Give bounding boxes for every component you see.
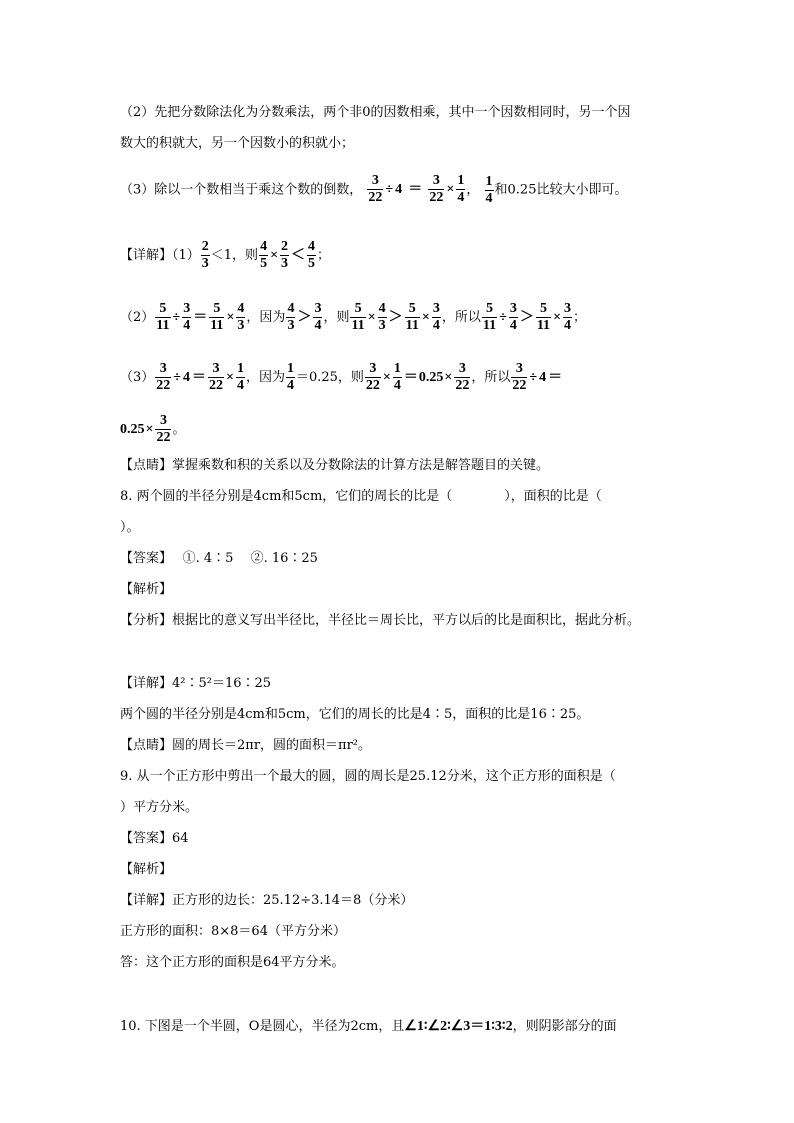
fraction-2-3: $\frac{2}{3}$ (201, 239, 209, 271)
fraction-5-11: $\frac{5}{11}$ (405, 301, 419, 333)
detail-label: 【详解】（1） (120, 248, 200, 263)
fraction-3-22: $\frac{3}{22}$ (429, 173, 444, 205)
question-8-analysis: 【解析】 (120, 582, 173, 597)
fraction-4-5: $\frac{4}{5}$ (260, 239, 268, 271)
fraction-2-3: $\frac{2}{3}$ (281, 239, 289, 271)
question-8-line-1: 8. 两个圆的半径分别是4cm和5cm，它们的周长的比是（ ），面积的比是（ (120, 489, 602, 504)
question-8-analyze: 【分析】根据比的意义写出半径比，半径比＝周长比，平方以后的比是面积比，据此分析。 (120, 613, 641, 628)
fraction-3-4: $\frac{3}{4}$ (564, 301, 572, 333)
fraction-5-11: $\frac{5}{11}$ (210, 301, 224, 333)
question-8-line-2: ）。 (120, 520, 140, 535)
detail-line-2: （2） $\frac{5}{11}$ ÷ $\frac{3}{4}$ ＝ $\frac{5}{11}$ × $\frac{4}{3}$ ，因为 $\frac{4}{3}$ ＞ $\frac{3}{4}$ ，则 $\frac{5}{11}$ × $\frac{4}{3}$ ＞ $\frac{5}{11}$ × $\frac{3}{4}$ ，所以 $\frac{5}{11}$ ÷ $\frac{3}{4}$ ＞ $\frac{5}{11}$ × $\frac{3}{4}$ ； (120, 301, 587, 333)
question-9-reply: 答：这个正方形的面积是64平方分米。 (120, 955, 345, 970)
detail-line-3b: 0.25× $\frac{3}{22}$ 。 (120, 413, 186, 445)
fraction-3-22: $\frac{3}{22}$ (156, 413, 171, 445)
question-9-detail: 【详解】正方形的边长：25.12÷3.14＝8（分米） (120, 893, 414, 908)
question-8-point: 【点睛】圆的周长＝2πr，圆的面积＝πr²。 (120, 738, 371, 753)
fraction-5-11: $\frac{5}{11}$ (156, 301, 170, 333)
question-8-detail: 【详解】4²∶5²＝16∶25 (120, 676, 272, 691)
fraction-3-22: $\frac{3}{22}$ (208, 361, 223, 393)
fraction-3-4: $\frac{3}{4}$ (183, 301, 191, 333)
question-9-analysis: 【解析】 (120, 862, 173, 877)
fraction-4-5: $\frac{4}{5}$ (308, 239, 316, 271)
fraction-1-4: $\frac{1}{4}$ (393, 361, 401, 393)
detail-line-3: （3） $\frac{3}{22}$ ÷ 4 ＝ $\frac{3}{22}$ × $\frac{1}{4}$ ，因为 $\frac{1}{4}$ ＝0.25，则 $\frac{3}{22}$ × $\frac{1}{4}$ ＝0.25× $\frac{3}{22}$ ，所以 $\frac{3}{22}$ ÷ 4 ＝ (120, 361, 563, 393)
question-9-answer: 【答案】64 (120, 831, 189, 846)
fraction-1-4: $\frac{1}{4}$ (286, 361, 294, 393)
detail-line-1: 【详解】（1） $\frac{2}{3}$ ＜1，则 $\frac{4}{5}$ × $\frac{2}{3}$ ＜ $\frac{4}{5}$ ； (120, 239, 331, 271)
fraction-5-11: $\frac{5}{11}$ (351, 301, 365, 333)
point-line-7: 【点睛】掌握乘数和积的关系以及分数除法的计算方法是解答题目的关键。 (120, 458, 550, 473)
fraction-3-4: $\frac{3}{4}$ (314, 301, 322, 333)
analysis-line-2a: （2）先把分数除法化为分数乘法，两个非0的因数相乘，其中一个因数相同时，另一个因 (120, 105, 631, 120)
question-10-line-1: 10. 下图是一个半圆，O是圆心，半径为2cm，且∠1∶∠2∶∠3＝1∶3∶2，则阴影部分的面 (120, 1019, 617, 1034)
fraction-3-4: $\frac{3}{4}$ (509, 301, 517, 333)
fraction-4-3: $\frac{4}{3}$ (287, 301, 295, 333)
analysis-line-3: （3）除以一个数相当于乘这个数的倒数， $\frac{3}{22}$ ÷ 4 ＝ $\frac{3}{22}$ × $\frac{1}{4}$ ， $\frac{1}{4}$ 和0.25比较大小即可。 (120, 171, 627, 210)
fraction-4-3: $\frac{4}{3}$ (378, 301, 386, 333)
fraction-3-4: $\frac{3}{4}$ (432, 301, 440, 333)
fraction-3-22: $\frac{3}{22}$ (368, 173, 383, 205)
question-9-area: 正方形的面积：8×8＝64（平方分米） (120, 924, 346, 939)
fraction-1-4: $\frac{1}{4}$ (457, 173, 465, 205)
angle-ratio: ∠1∶∠2∶∠3＝1∶3∶2 (404, 1019, 513, 1034)
analysis-line-2b: 数大的积就大，另一个因数小的积就小； (120, 136, 355, 151)
fraction-5-11: $\frac{5}{11}$ (482, 301, 497, 333)
fraction-4-3: $\frac{4}{3}$ (237, 301, 245, 333)
expr-3-22-div-4: $\frac{3}{22}$ ÷ 4 ＝ $\frac{3}{22}$ × $\frac{1}{4}$ (368, 173, 465, 205)
question-9-line-2: ）平方分米。 (120, 800, 199, 815)
fraction-5-11: $\frac{5}{11}$ (536, 301, 551, 333)
fraction-1-4: $\frac{1}{4}$ (236, 361, 244, 393)
fraction-3-22: $\frac{3}{22}$ (365, 361, 380, 393)
fraction-3-22: $\frac{3}{22}$ (512, 361, 527, 393)
fraction-3-22: $\frac{3}{22}$ (156, 361, 171, 393)
fraction-3-22: $\frac{3}{22}$ (455, 361, 470, 393)
analysis-line-3-prefix: （3）除以一个数相当于乘这个数的倒数， (120, 182, 363, 198)
question-9-line-1: 9. 从一个正方形中剪出一个最大的圆，圆的周长是25.12分米，这个正方形的面积是（ (120, 769, 616, 784)
question-8-detail-2: 两个圆的半径分别是4cm和5cm，它们的周长的比是4∶5，面积的比是16∶25。 (120, 707, 590, 722)
question-8-answer: 【答案】 ①. 4∶5 ②. 16∶25 (120, 551, 318, 566)
fraction-1-4: $\frac{1}{4}$ (485, 173, 493, 206)
analysis-line-3-tail: 和0.25比较大小即可。 (494, 182, 628, 198)
